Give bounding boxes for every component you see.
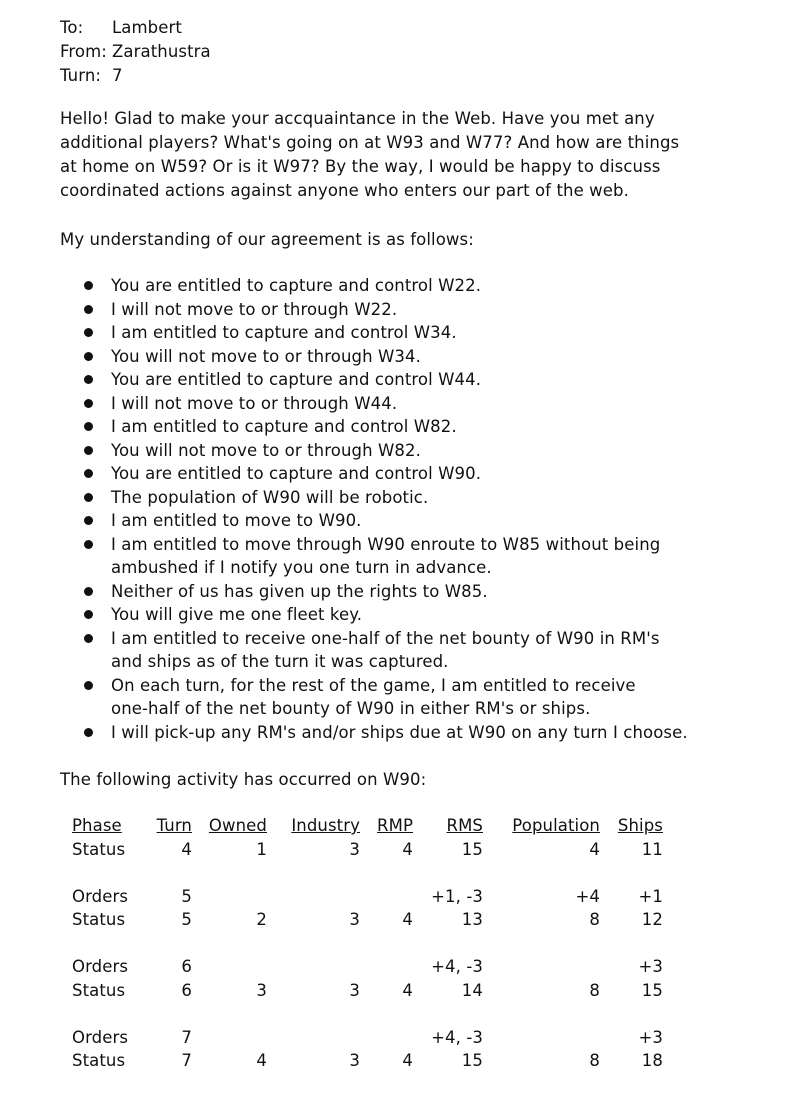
agreement-item: I will not move to or through W22. xyxy=(84,298,764,322)
cell-turn: 5 xyxy=(181,886,192,906)
cell-phase: Orders xyxy=(72,957,129,976)
agreement-item: I am entitled to capture and control W82. xyxy=(84,415,764,439)
cell-industry xyxy=(267,885,360,909)
agreement-item: The population of W90 will be robotic. xyxy=(84,486,764,510)
cell-turn: 6 xyxy=(181,980,192,1000)
intro-line: Hello! Glad to make your accquaintance in the Web. Have you met any xyxy=(60,109,655,128)
cell-ships: 18 xyxy=(641,1051,663,1070)
cell-ships: 15 xyxy=(641,980,663,1000)
cell-population: 4 xyxy=(589,839,600,859)
cell-owned xyxy=(192,955,267,979)
col-header-owned: Owned xyxy=(208,816,267,835)
col-header-population: Population xyxy=(512,816,600,835)
table-row xyxy=(72,908,663,932)
cell-phase: Status xyxy=(72,839,126,859)
agreement-item: You are entitled to capture and control W22. xyxy=(84,274,764,298)
intro-paragraph xyxy=(60,107,760,203)
agreement-item: I am entitled to move through W90 enroute to W85 without being ambushed if I notify you one turn in advance. xyxy=(84,533,666,580)
cell-turn: 4 xyxy=(181,839,192,859)
col-header-rms: RMS xyxy=(446,816,483,835)
turn-value: 7 xyxy=(112,66,123,85)
intro-line: at home on W59? Or is it W97? By the way, I would be happy to discuss xyxy=(60,157,661,176)
intro-line: additional players? What's going on at W93 and W77? And how are things xyxy=(60,133,680,152)
cell-turn: 6 xyxy=(181,957,192,976)
cell-rmp xyxy=(360,1026,413,1050)
cell-rms: +4, -3 xyxy=(431,1027,483,1047)
cell-phase: Status xyxy=(72,1051,126,1070)
agreement-item: You will give me one fleet key. xyxy=(84,603,764,627)
cell-rmp: 4 xyxy=(402,1051,413,1070)
cell-rmp xyxy=(360,885,413,909)
cell-industry: 3 xyxy=(349,839,360,859)
cell-owned: 4 xyxy=(256,1051,267,1070)
col-header-rmp: RMP xyxy=(377,816,413,835)
col-header-industry: Industry xyxy=(291,816,360,835)
agreement-item: On each turn, for the rest of the game, I am entitled to receive one-half of the net bounty of W90 in either RM's or ships. xyxy=(84,674,666,721)
activity-table xyxy=(72,814,663,1073)
table-row xyxy=(72,955,663,979)
from-label: From: xyxy=(60,42,107,61)
table-row xyxy=(72,1049,663,1073)
letter-header xyxy=(60,16,211,88)
turn-label: Turn: xyxy=(60,66,102,85)
intro-line: coordinated actions against anyone who enters our part of the web. xyxy=(60,181,629,200)
cell-rmp xyxy=(360,955,413,979)
cell-ships: +1 xyxy=(638,886,663,906)
cell-owned: 2 xyxy=(256,910,267,929)
cell-ships: 12 xyxy=(641,910,663,929)
agreement-item: I will not move to or through W44. xyxy=(84,392,764,416)
cell-ships: +3 xyxy=(638,957,663,976)
table-spacer-row xyxy=(72,932,663,956)
agreement-item: You will not move to or through W82. xyxy=(84,439,764,463)
table-row xyxy=(72,1026,663,1050)
cell-rmp: 4 xyxy=(402,839,413,859)
cell-industry xyxy=(267,1026,360,1050)
agreement-item: I will pick-up any RM's and/or ships due at W90 on any turn I choose. xyxy=(84,721,764,745)
to-label: To: xyxy=(60,18,84,37)
cell-rmp: 4 xyxy=(402,980,413,1000)
agreement-heading: My understanding of our agreement is as follows: xyxy=(60,230,474,249)
col-header-turn: Turn xyxy=(156,816,192,835)
cell-industry: 3 xyxy=(349,910,360,929)
cell-ships: 11 xyxy=(641,839,663,859)
table-header-row xyxy=(72,814,663,838)
cell-industry xyxy=(267,955,360,979)
agreement-item: I am entitled to receive one-half of the net bounty of W90 in RM's and ships as of the turn it was captured. xyxy=(84,627,666,674)
agreement-item: Neither of us has given up the rights to W85. xyxy=(84,580,764,604)
cell-rmp: 4 xyxy=(402,910,413,929)
cell-rms: 14 xyxy=(461,980,483,1000)
cell-population xyxy=(483,955,600,979)
turn-line xyxy=(60,64,211,88)
agreement-list xyxy=(84,274,764,744)
cell-turn: 5 xyxy=(181,910,192,929)
agreement-item: You will not move to or through W34. xyxy=(84,345,764,369)
table-row xyxy=(72,979,663,1003)
cell-rms: +1, -3 xyxy=(431,886,483,906)
cell-phase: Orders xyxy=(72,1027,129,1047)
cell-rms: 15 xyxy=(461,839,483,859)
cell-rms: 13 xyxy=(461,910,483,929)
cell-population: 8 xyxy=(589,1051,600,1070)
activity-heading: The following activity has occurred on W90: xyxy=(60,770,427,789)
cell-owned xyxy=(192,1026,267,1050)
cell-phase: Status xyxy=(72,980,126,1000)
cell-owned xyxy=(192,885,267,909)
cell-population: +4 xyxy=(575,886,600,906)
cell-industry: 3 xyxy=(349,1051,360,1070)
cell-population xyxy=(483,1026,600,1050)
agreement-item: You are entitled to capture and control W90. xyxy=(84,462,764,486)
cell-ships: +3 xyxy=(638,1027,663,1047)
from-value: Zarathustra xyxy=(112,42,211,61)
cell-owned: 1 xyxy=(256,839,267,859)
cell-phase: Status xyxy=(72,910,126,929)
cell-phase: Orders xyxy=(72,886,129,906)
cell-turn: 7 xyxy=(181,1027,192,1047)
table-spacer-row xyxy=(72,861,663,885)
cell-population: 8 xyxy=(589,910,600,929)
cell-industry: 3 xyxy=(349,980,360,1000)
col-header-phase: Phase xyxy=(72,816,122,835)
to-value: Lambert xyxy=(112,18,182,37)
cell-population: 8 xyxy=(589,980,600,1000)
agreement-item: I am entitled to move to W90. xyxy=(84,509,764,533)
to-line xyxy=(60,16,211,40)
col-header-ships: Ships xyxy=(617,816,663,835)
cell-owned: 3 xyxy=(256,980,267,1000)
cell-rms: +4, -3 xyxy=(431,957,483,976)
table-spacer-row xyxy=(72,1002,663,1026)
table-row xyxy=(72,838,663,862)
cell-turn: 7 xyxy=(181,1051,192,1070)
table-row xyxy=(72,885,663,909)
agreement-item: You are entitled to capture and control W44. xyxy=(84,368,764,392)
agreement-item: I am entitled to capture and control W34. xyxy=(84,321,764,345)
cell-rms: 15 xyxy=(461,1051,483,1070)
from-line xyxy=(60,40,211,64)
